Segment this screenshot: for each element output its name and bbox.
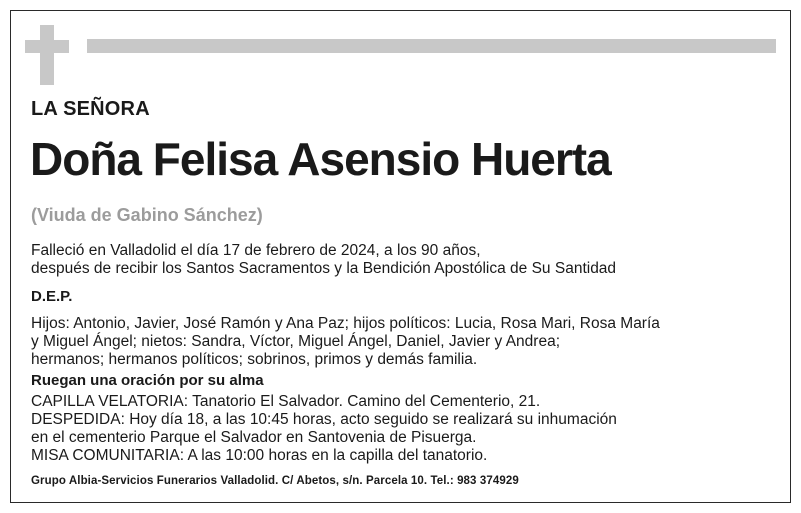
title-prefix: LA SEÑORA [31, 98, 150, 120]
dep-label: D.E.P. [31, 288, 73, 305]
cross-vertical-bar [40, 25, 54, 85]
death-notice-line: Falleció en Valladolid el día 17 de febrero de 2024, a los 90 años, [31, 242, 481, 259]
service-details [31, 393, 617, 465]
prayer-request: Ruegan una oración por su alma [31, 372, 264, 389]
death-notice-line: después de recibir los Santos Sacramentos y la Bendición Apostólica de Su Santidad [31, 260, 617, 277]
cross-horizontal-bar [25, 40, 69, 53]
family-line: Hijos: Antonio, Javier, José Ramón y Ana Paz; hijos políticos: Lucia, Rosa Mari, Rosa María [31, 315, 660, 332]
family-line: y Miguel Ángel; nietos: Sandra, Víctor, Miguel Ángel, Daniel, Javier y Andrea; [31, 333, 561, 350]
death-notice [31, 242, 616, 278]
family-list [31, 315, 660, 369]
details-line: CAPILLA VELATORIA: Tanatorio El Salvador. Camino del Cementerio, 21. [31, 393, 541, 410]
deceased-name: Doña Felisa Asensio Huerta [30, 133, 611, 185]
header-divider-bar [87, 39, 776, 53]
details-line: DESPEDIDA: Hoy día 18, a las 10:45 horas, acto seguido se realizará su inhumación [31, 411, 617, 428]
funeral-home-footer: Grupo Albia-Servicios Funerarios Valladolid. C/ Abetos, s/n. Parcela 10. Tel.: 983 374929 [31, 475, 519, 487]
family-line: hermanos; hermanos políticos; sobrinos, primos y demás familia. [31, 351, 478, 368]
widow-note: (Viuda de Gabino Sánchez) [31, 205, 263, 225]
details-line: en el cementerio Parque el Salvador en Santovenia de Pisuerga. [31, 429, 477, 446]
details-line: MISA COMUNITARIA: A las 10:00 horas en la capilla del tanatorio. [31, 447, 488, 464]
